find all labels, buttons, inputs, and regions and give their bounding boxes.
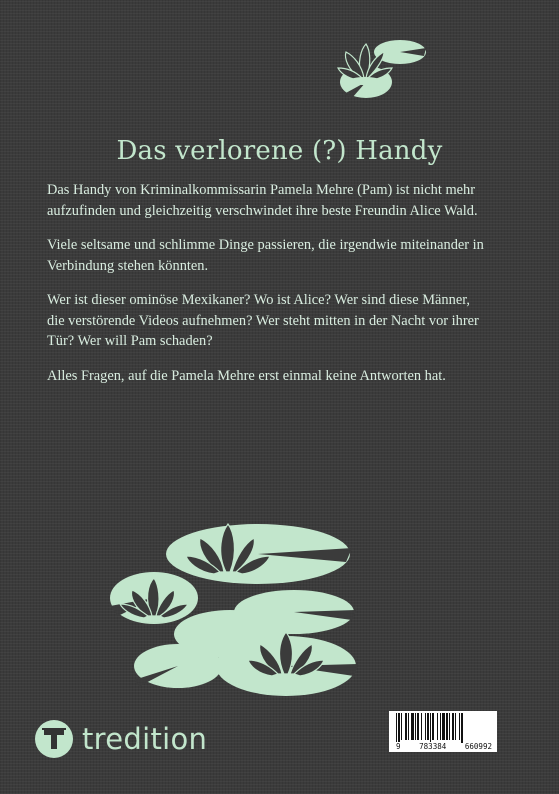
- barcode-bar: [432, 713, 434, 740]
- barcode-bars: [392, 713, 494, 743]
- book-title: Das verlorene (?) Handy: [116, 136, 443, 166]
- barcode-bar: [425, 713, 426, 740]
- tredition-logo-icon: [34, 719, 74, 759]
- publisher-logo: [34, 718, 207, 760]
- barcode-bar: [430, 713, 431, 743]
- blurb-paragraph: Alles Fragen, auf die Pamela Mehre erst einmal keine Antworten hat.: [47, 367, 446, 384]
- barcode-bar: [396, 713, 397, 743]
- barcode-bar: [417, 713, 419, 740]
- barcode-bar: [452, 713, 454, 740]
- barcode-bar: [408, 713, 409, 740]
- barcode-bar: [459, 713, 460, 740]
- water-lily-group-icon: [108, 516, 358, 706]
- barcode-bar: [427, 713, 429, 740]
- isbn-digit-group-left: 783384: [419, 742, 447, 751]
- isbn-digit-first: 9: [396, 742, 401, 751]
- water-lily-small-icon: [336, 38, 430, 104]
- barcode-bar: [442, 713, 445, 740]
- isbn-digits: [389, 742, 497, 751]
- blurb-paragraph: Das Handy von Kriminalkommissarin Pamela Mehre (Pam) ist nicht mehr aufzufinden und gleichzeitig verschwindet ihre beste Freundin Alice Wald.: [47, 182, 478, 219]
- barcode-bar: [461, 713, 463, 743]
- publisher-name: tredition: [82, 722, 208, 756]
- barcode-bar: [449, 713, 450, 740]
- barcode-bar: [401, 713, 402, 740]
- barcode-bar: [440, 713, 441, 740]
- barcode-bar: [455, 713, 456, 740]
- barcode-bar: [398, 713, 400, 743]
- blurb-paragraph: Viele seltsame und schlimme Dinge passieren, die irgendwie miteinander in Verbindung stehen könnten.: [47, 237, 484, 274]
- barcode-bar: [405, 713, 407, 740]
- barcode-bar: [411, 713, 414, 740]
- barcode-bar: [437, 713, 438, 740]
- barcode-bar: [421, 713, 422, 740]
- book-blurb: [47, 180, 487, 400]
- barcode-bar: [446, 713, 448, 740]
- barcode-bar: [415, 713, 416, 740]
- isbn-barcode: [389, 711, 497, 752]
- blurb-paragraph: Wer ist dieser ominöse Mexikaner? Wo ist Alice? Wer sind diese Männer, die verstörende Videos aufnehmen? Wer steht mitten in der Nacht vor ihrer Tür? Wer will Pam schaden?: [47, 292, 479, 349]
- isbn-digit-group-right: 660992: [464, 742, 492, 751]
